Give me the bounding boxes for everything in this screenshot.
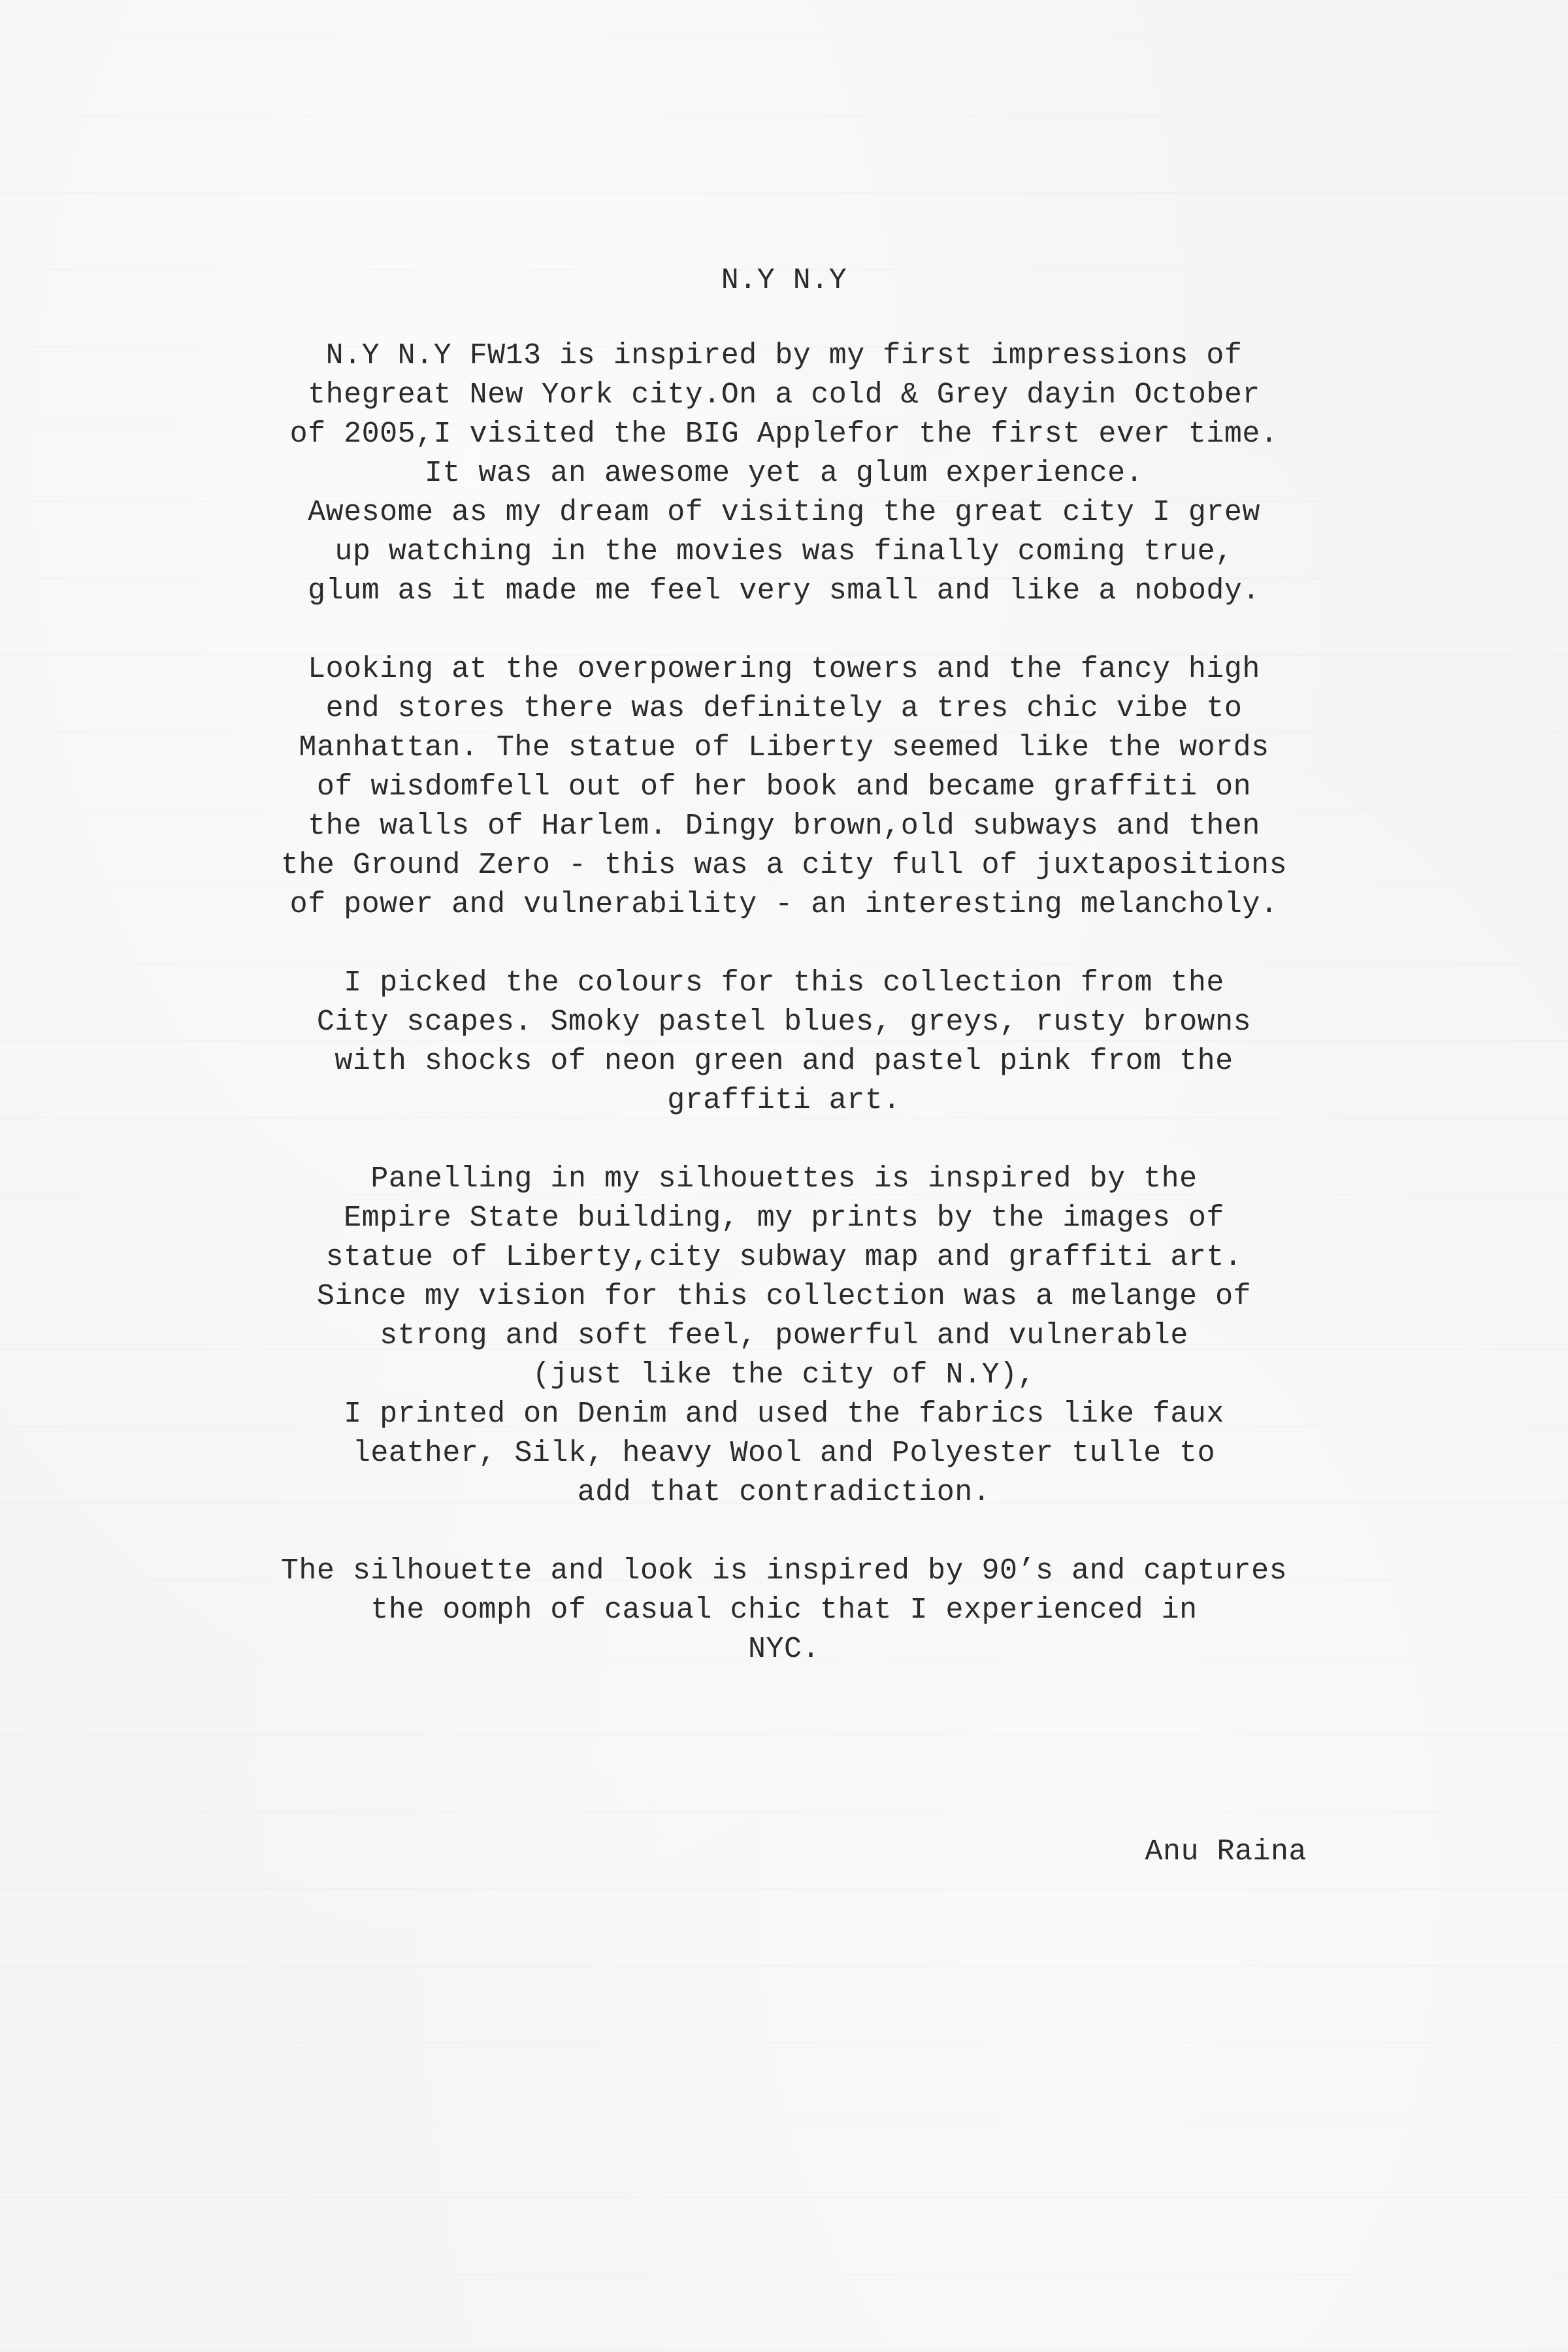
text-line: add that contradiction. [577,1476,991,1509]
text-line: (just like the city of N.Y), [532,1358,1036,1392]
text-line: I picked the colours for this collection from the [344,966,1224,1000]
text-line: with shocks of neon green and pastel pink from the [335,1045,1233,1078]
text-line: Panelling in my silhouettes is inspired by the [370,1162,1198,1196]
paragraph-manhattan [163,650,1405,924]
document-title: N.Y N.Y [721,264,847,297]
text-line: Manhattan. The statue of Liberty seemed like the words [299,731,1269,764]
text-line: glum as it made me feel very small and like a nobody. [308,574,1260,608]
paragraph-colours [163,964,1405,1120]
text-line: leather, Silk, heavy Wool and Polyester tulle to [352,1437,1216,1470]
text-line: thegreat New York city.On a cold & Grey dayin October [308,378,1260,412]
text-line: City scapes. Smoky pastel blues, greys, rusty browns [316,1005,1252,1039]
text-line: up watching in the movies was finally coming true, [335,535,1233,568]
text-line: Empire State building, my prints by the images of [344,1201,1224,1235]
text-line: the Ground Zero - this was a city full of juxtapositions [280,849,1288,882]
text-line: Awesome as my dream of visiting the great city I grew [308,496,1260,529]
text-line: I printed on Denim and used the fabrics like faux [344,1397,1224,1431]
text-line: statue of Liberty,city subway map and graffiti art. [325,1241,1243,1274]
text-line: Since my vision for this collection was a melange of [316,1280,1252,1313]
text-line: graffiti art. [667,1084,901,1117]
text-line: the oomph of casual chic that I experienced in [370,1593,1198,1627]
text-line: the walls of Harlem. Dingy brown,old subways and then [308,809,1260,843]
text-line: Looking at the overpowering towers and the fancy high [308,653,1260,686]
text-line: N.Y N.Y FW13 is inspired by my first impressions of [325,339,1243,372]
text-line: NYC. [747,1633,821,1666]
paragraph-look [163,1552,1405,1669]
author-signature: Anu Raina [1145,1835,1307,1869]
text-line: It was an awesome yet a glum experience. [424,457,1144,490]
text-line: strong and soft feel, powerful and vulnerable [380,1319,1188,1352]
paragraph-silhouettes [163,1160,1405,1512]
text-line: of power and vulnerability - an interesting melancholy. [289,888,1279,921]
text-line: of 2005,I visited the BIG Applefor the first ever time. [289,417,1279,451]
paragraph-first-impressions [163,336,1405,611]
text-line: The silhouette and look is inspired by 90’s and captures [280,1554,1288,1588]
text-line: end stores there was definitely a tres chic vibe to [325,692,1243,725]
text-line: of wisdomfell out of her book and became graffiti on [316,770,1252,804]
